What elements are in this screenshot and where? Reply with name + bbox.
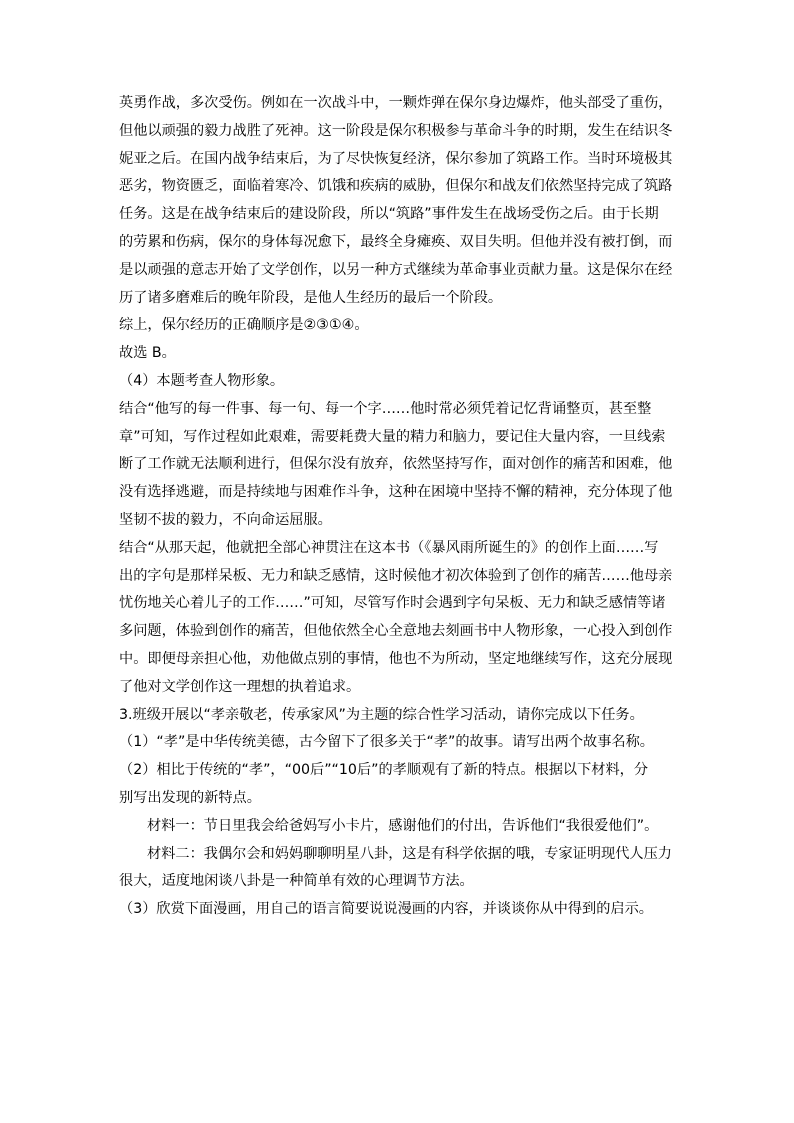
text-line: 历了诸多磨难后的晚年阶段，是他人生经历的最后一个阶段。 xyxy=(119,289,503,306)
text-line: 章”可知，写作过程如此艰难，需要耗费大量的精力和脑力，要记住大量内容，一旦线索 xyxy=(119,428,666,445)
text-line: 的劳累和伤病，保尔的身体每况愈下，最终全身瘫痪、双目失明。但他并没有被打倒，而 xyxy=(119,233,673,250)
text-line: 多问题，体验到创作的痛苦，但他依然全心全意地去刻画书中人物形象，一心投入到创作 xyxy=(119,623,673,640)
material-line: 材料二：我偶尔会和妈妈聊聊明星八卦，这是有科学依据的哦，专家证明现代人压力 xyxy=(147,845,672,862)
text-line: 英勇作战，多次受伤。例如在一次战斗中，一颗炸弹在保尔身边爆炸，他头部受了重伤， xyxy=(119,95,673,111)
text-line: 断了工作就无法顺利进行，但保尔没有放弃，依然坚持写作，面对创作的痛苦和困难，他 xyxy=(119,456,673,473)
text-line: 中。即便母亲担心他，劝他做点别的事情，他也不为所动，坚定地继续写作，这充分展现 xyxy=(119,650,673,667)
text-line: 是以顽强的意志开始了文学创作，以另一种方式继续为革命事业贡献力量。这是保尔在经 xyxy=(119,261,673,278)
question-item: （2）相比于传统的“孝”，“00后”“10后”的孝顺观有了新的特点。根据以下材料，分 xyxy=(119,762,649,779)
document-body xyxy=(119,90,679,924)
text-line: 结合“他写的每一件事、每一句、每一个字……他时常必须凭着记忆背诵整页，甚至整 xyxy=(119,400,652,417)
text-line: 忧伤地关心着儿子的工作……”可知，尽管写作时会遇到字句呆板、无力和缺乏感情等诸 xyxy=(119,595,666,612)
material-line: 很大，适度地闲谈八卦是一种简单有效的心理调节方法。 xyxy=(119,873,474,890)
text-line: 恶劣，物资匮乏，面临着寒冷、饥饿和疾病的威胁，但保尔和战友们依然坚持完成了筑路 xyxy=(119,178,673,195)
text-line: 别写出发现的新特点。 xyxy=(119,789,261,806)
text-line: 出的字句是那样呆板、无力和缺乏感情，这时候他才初次体验到了创作的痛苦……他母亲 xyxy=(119,567,673,584)
text-line: 结合“从那天起，他就把全部心神贯注在这本书（《暴风雨所诞生的》的创作上面……写 xyxy=(119,539,659,556)
answer-line: 故选 B。 xyxy=(119,345,176,362)
question-item: （1）“孝”是中华传统美德，古今留下了很多关于“孝”的故事。请写出两个故事名称。 xyxy=(119,734,654,751)
question-item: （3）欣赏下面漫画，用自己的语言简要说说漫画的内容，并谈谈你从中得到的启示。 xyxy=(119,901,653,918)
text-line: 坚韧不拔的毅力，不向命运屈服。 xyxy=(119,511,332,528)
blank-area xyxy=(119,920,679,1100)
text-line: 没有选择逃避，而是持续地与困难作斗争，这种在困境中坚持不懈的精神，充分体现了他 xyxy=(119,484,673,501)
material-line: 材料一：节日里我会给爸妈写小卡片，感谢他们的付出，告诉他们“我很爱他们”。 xyxy=(147,817,659,834)
text-line: 妮亚之后。在国内战争结束后，为了尽快恢复经济，保尔参加了筑路工作。当时环境极其 xyxy=(119,150,673,167)
conclusion-line: 综上，保尔经历的正确顺序是②③①④。 xyxy=(119,317,369,334)
section-heading: （4）本题考查人物形象。 xyxy=(119,372,285,389)
text-line: 但他以顽强的毅力战胜了死神。这一阶段是保尔积极参与革命斗争的时期，发生在结识冬 xyxy=(119,122,673,139)
question-heading: 3.班级开展以“孝亲敬老，传承家风”为主题的综合性学习活动，请你完成以下任务。 xyxy=(119,706,644,723)
text-line: 任务。这是在战争结束后的建设阶段，所以“筑路”事件发生在战场受伤之后。由于长期 xyxy=(119,206,659,223)
text-line: 了他对文学创作这一理想的执着追求。 xyxy=(119,678,361,695)
